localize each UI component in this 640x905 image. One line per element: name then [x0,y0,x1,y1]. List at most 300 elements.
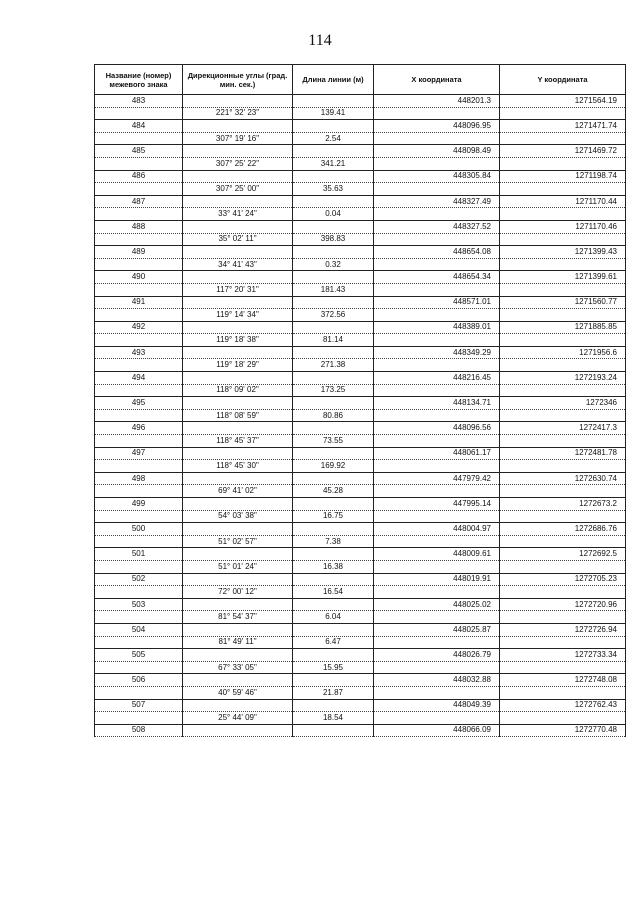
segment-angle: 40° 59' 46" [183,686,293,699]
point-x: 448019.91 [374,573,500,586]
point-name: 487 [95,195,183,208]
empty-cell [374,334,500,347]
table-row [95,145,626,158]
empty-cell [374,384,500,397]
point-x: 448098.49 [374,145,500,158]
segment-length: 21.87 [293,686,374,699]
boundary-coordinates-table [94,64,626,737]
point-y: 1271399.61 [500,271,626,284]
empty-cell [95,309,183,322]
table-row [95,598,626,611]
empty-cell [95,661,183,674]
empty-cell [183,699,293,712]
empty-cell [95,208,183,221]
segment-length: 35.63 [293,183,374,196]
point-y: 1271469.72 [500,145,626,158]
point-y: 1271198.74 [500,170,626,183]
empty-cell [183,623,293,636]
empty-cell [183,447,293,460]
empty-cell [183,724,293,737]
point-x: 448134.71 [374,397,500,410]
table-row [95,170,626,183]
point-name: 499 [95,498,183,511]
table-row [95,435,626,448]
segment-length: 181.43 [293,283,374,296]
segment-angle: 81° 54' 37" [183,611,293,624]
table-row [95,686,626,699]
point-x: 448009.61 [374,548,500,561]
point-x: 448349.29 [374,346,500,359]
point-name: 502 [95,573,183,586]
table-row [95,649,626,662]
segment-length: 80.86 [293,409,374,422]
segment-angle: 119° 18' 29" [183,359,293,372]
table-row [95,321,626,334]
empty-cell [293,296,374,309]
empty-cell [293,397,374,410]
table-row [95,157,626,170]
segment-length: 271.38 [293,359,374,372]
empty-cell [374,435,500,448]
segment-length: 15.95 [293,661,374,674]
empty-cell [183,296,293,309]
point-y: 1272346 [500,397,626,410]
empty-cell [374,636,500,649]
table-row [95,384,626,397]
table-row [95,334,626,347]
segment-length: 7.38 [293,535,374,548]
empty-cell [500,384,626,397]
segment-length: 0.32 [293,258,374,271]
empty-cell [374,661,500,674]
empty-cell [293,724,374,737]
table-row [95,246,626,259]
segment-length: 6.47 [293,636,374,649]
point-name: 492 [95,321,183,334]
segment-length: 73.55 [293,435,374,448]
table-row [95,397,626,410]
empty-cell [293,573,374,586]
point-x: 448066.09 [374,724,500,737]
empty-cell [183,271,293,284]
empty-cell [293,321,374,334]
empty-cell [500,233,626,246]
table-row [95,498,626,511]
table-row [95,573,626,586]
empty-cell [183,649,293,662]
segment-length: 169.92 [293,460,374,473]
segment-angle: 119° 14' 34" [183,309,293,322]
point-y: 1272748.08 [500,674,626,687]
header-x: X координата [374,65,500,95]
empty-cell [183,220,293,233]
point-name: 495 [95,397,183,410]
header-angle: Дирекционные углы (град. мин. сек.) [183,65,293,95]
table-row [95,611,626,624]
empty-cell [183,346,293,359]
table-row [95,95,626,108]
table-row [95,674,626,687]
segment-length: 0.04 [293,208,374,221]
point-x: 448096.95 [374,120,500,133]
point-x: 448216.45 [374,372,500,385]
point-x: 448061.17 [374,447,500,460]
segment-length: 2.54 [293,132,374,145]
point-name: 491 [95,296,183,309]
segment-angle: 81° 49' 11" [183,636,293,649]
point-y: 1271885.85 [500,321,626,334]
empty-cell [374,611,500,624]
point-x: 448654.34 [374,271,500,284]
empty-cell [293,120,374,133]
point-y: 1271471.74 [500,120,626,133]
empty-cell [293,346,374,359]
table-row [95,309,626,322]
point-y: 1271170.44 [500,195,626,208]
empty-cell [500,686,626,699]
point-name: 507 [95,699,183,712]
empty-cell [95,409,183,422]
table-row [95,183,626,196]
empty-cell [95,157,183,170]
segment-length: 139.41 [293,107,374,120]
table-row [95,712,626,725]
point-name: 505 [95,649,183,662]
empty-cell [95,107,183,120]
point-y: 1272193.24 [500,372,626,385]
segment-angle: 307° 19' 16" [183,132,293,145]
point-name: 504 [95,623,183,636]
empty-cell [293,598,374,611]
point-name: 483 [95,95,183,108]
point-x: 448327.52 [374,220,500,233]
empty-cell [95,183,183,196]
empty-cell [293,195,374,208]
empty-cell [500,409,626,422]
empty-cell [374,309,500,322]
point-y: 1272720.96 [500,598,626,611]
empty-cell [95,560,183,573]
empty-cell [500,208,626,221]
header-name: Название (номер) межевого знака [95,65,183,95]
point-x: 448201.3 [374,95,500,108]
segment-angle: 117° 20' 31" [183,283,293,296]
empty-cell [183,321,293,334]
point-name: 486 [95,170,183,183]
empty-cell [293,95,374,108]
point-y: 1272770.48 [500,724,626,737]
point-y: 1271956.6 [500,346,626,359]
empty-cell [293,246,374,259]
point-y: 1272705.23 [500,573,626,586]
empty-cell [183,674,293,687]
empty-cell [183,195,293,208]
table-row [95,283,626,296]
table-row [95,271,626,284]
table-row [95,560,626,573]
point-name: 488 [95,220,183,233]
header-y: Y координата [500,65,626,95]
segment-length: 16.54 [293,586,374,599]
empty-cell [374,208,500,221]
table-row [95,724,626,737]
point-y: 1272726.94 [500,623,626,636]
header-length: Длина линии (м) [293,65,374,95]
empty-cell [95,283,183,296]
empty-cell [183,95,293,108]
segment-angle: 35° 02' 11" [183,233,293,246]
empty-cell [500,309,626,322]
segment-length: 6.04 [293,611,374,624]
empty-cell [500,283,626,296]
segment-length: 81.14 [293,334,374,347]
empty-cell [183,397,293,410]
segment-length: 398.83 [293,233,374,246]
empty-cell [374,460,500,473]
table-row [95,472,626,485]
empty-cell [95,586,183,599]
point-x: 448389.01 [374,321,500,334]
page-number: 114 [308,32,332,49]
segment-length: 341.21 [293,157,374,170]
point-y: 1272673.2 [500,498,626,511]
point-x: 448096.56 [374,422,500,435]
empty-cell [374,535,500,548]
empty-cell [183,573,293,586]
empty-cell [183,145,293,158]
point-x: 448004.97 [374,523,500,536]
empty-cell [293,674,374,687]
point-x: 448327.49 [374,195,500,208]
empty-cell [374,183,500,196]
segment-angle: 119° 18' 38" [183,334,293,347]
empty-cell [500,183,626,196]
point-y: 1272692.5 [500,548,626,561]
empty-cell [500,258,626,271]
empty-cell [500,334,626,347]
segment-angle: 33° 41' 24" [183,208,293,221]
empty-cell [374,359,500,372]
segment-angle: 118° 45' 30" [183,460,293,473]
empty-cell [374,233,500,246]
segment-angle: 307° 25' 22" [183,157,293,170]
table-row [95,422,626,435]
empty-cell [500,535,626,548]
empty-cell [183,498,293,511]
point-name: 485 [95,145,183,158]
segment-angle: 34° 41' 43" [183,258,293,271]
table-row [95,460,626,473]
point-name: 503 [95,598,183,611]
empty-cell [293,145,374,158]
point-x: 448025.87 [374,623,500,636]
empty-cell [374,409,500,422]
empty-cell [500,510,626,523]
segment-angle: 72° 00' 12" [183,586,293,599]
point-name: 501 [95,548,183,561]
point-name: 484 [95,120,183,133]
table-row [95,120,626,133]
point-x: 448049.39 [374,699,500,712]
empty-cell [374,258,500,271]
empty-cell [500,712,626,725]
segment-angle: 25° 44' 09" [183,712,293,725]
point-x: 448654.08 [374,246,500,259]
empty-cell [95,712,183,725]
table-row [95,107,626,120]
point-x: 447995.14 [374,498,500,511]
empty-cell [95,636,183,649]
empty-cell [95,686,183,699]
empty-cell [500,107,626,120]
point-name: 497 [95,447,183,460]
empty-cell [500,132,626,145]
segment-angle: 118° 45' 37" [183,435,293,448]
point-x: 448026.79 [374,649,500,662]
table-row [95,623,626,636]
point-name: 500 [95,523,183,536]
empty-cell [293,472,374,485]
empty-cell [183,548,293,561]
table-row [95,535,626,548]
segment-angle: 118° 08' 59" [183,409,293,422]
empty-cell [95,132,183,145]
empty-cell [293,649,374,662]
empty-cell [374,712,500,725]
point-y: 1271564.19 [500,95,626,108]
table-row [95,220,626,233]
point-name: 490 [95,271,183,284]
empty-cell [374,283,500,296]
point-name: 496 [95,422,183,435]
empty-cell [95,258,183,271]
segment-length: 18.54 [293,712,374,725]
empty-cell [183,472,293,485]
empty-cell [500,636,626,649]
empty-cell [183,120,293,133]
empty-cell [95,510,183,523]
table-row [95,510,626,523]
table-row [95,346,626,359]
empty-cell [95,334,183,347]
empty-cell [183,422,293,435]
segment-length: 173.25 [293,384,374,397]
empty-cell [374,132,500,145]
empty-cell [500,560,626,573]
point-y: 1272417.3 [500,422,626,435]
point-name: 489 [95,246,183,259]
segment-angle: 51° 01' 24" [183,560,293,573]
point-x: 448305.84 [374,170,500,183]
point-name: 506 [95,674,183,687]
table-row [95,485,626,498]
empty-cell [374,586,500,599]
point-y: 1272481.78 [500,447,626,460]
point-y: 1272762.43 [500,699,626,712]
empty-cell [293,498,374,511]
empty-cell [374,107,500,120]
empty-cell [293,699,374,712]
empty-cell [500,661,626,674]
empty-cell [293,548,374,561]
empty-cell [374,485,500,498]
empty-cell [95,460,183,473]
table-row [95,548,626,561]
empty-cell [293,220,374,233]
point-name: 493 [95,346,183,359]
table-row [95,636,626,649]
empty-cell [293,447,374,460]
empty-cell [500,611,626,624]
segment-length: 16.75 [293,510,374,523]
empty-cell [500,435,626,448]
table-row [95,296,626,309]
segment-length: 16.38 [293,560,374,573]
empty-cell [95,611,183,624]
segment-length: 372.56 [293,309,374,322]
empty-cell [374,560,500,573]
empty-cell [500,460,626,473]
empty-cell [293,372,374,385]
point-name: 508 [95,724,183,737]
point-x: 448025.02 [374,598,500,611]
empty-cell [95,485,183,498]
table-row [95,132,626,145]
empty-cell [183,170,293,183]
point-name: 494 [95,372,183,385]
table-body [95,95,626,737]
segment-angle: 69° 41' 02" [183,485,293,498]
point-y: 1271560.77 [500,296,626,309]
table-row [95,523,626,536]
point-y: 1271399.43 [500,246,626,259]
empty-cell [183,372,293,385]
empty-cell [95,535,183,548]
table-header-row [95,65,626,95]
empty-cell [95,359,183,372]
point-x: 447979.42 [374,472,500,485]
segment-angle: 54° 03' 38" [183,510,293,523]
empty-cell [500,157,626,170]
empty-cell [183,598,293,611]
point-x: 448032.88 [374,674,500,687]
table-row [95,195,626,208]
segment-angle: 221° 32' 23" [183,107,293,120]
empty-cell [293,170,374,183]
table-row [95,661,626,674]
point-y: 1272686.76 [500,523,626,536]
point-name: 498 [95,472,183,485]
table-row [95,233,626,246]
empty-cell [183,523,293,536]
table-row [95,258,626,271]
table-row [95,699,626,712]
empty-cell [95,435,183,448]
empty-cell [183,246,293,259]
segment-angle: 51° 02' 57" [183,535,293,548]
empty-cell [374,510,500,523]
table-row [95,359,626,372]
empty-cell [95,233,183,246]
point-y: 1271170.46 [500,220,626,233]
empty-cell [374,686,500,699]
table-row [95,372,626,385]
table-row [95,447,626,460]
empty-cell [293,523,374,536]
empty-cell [374,157,500,170]
empty-cell [500,359,626,372]
point-x: 448571.01 [374,296,500,309]
